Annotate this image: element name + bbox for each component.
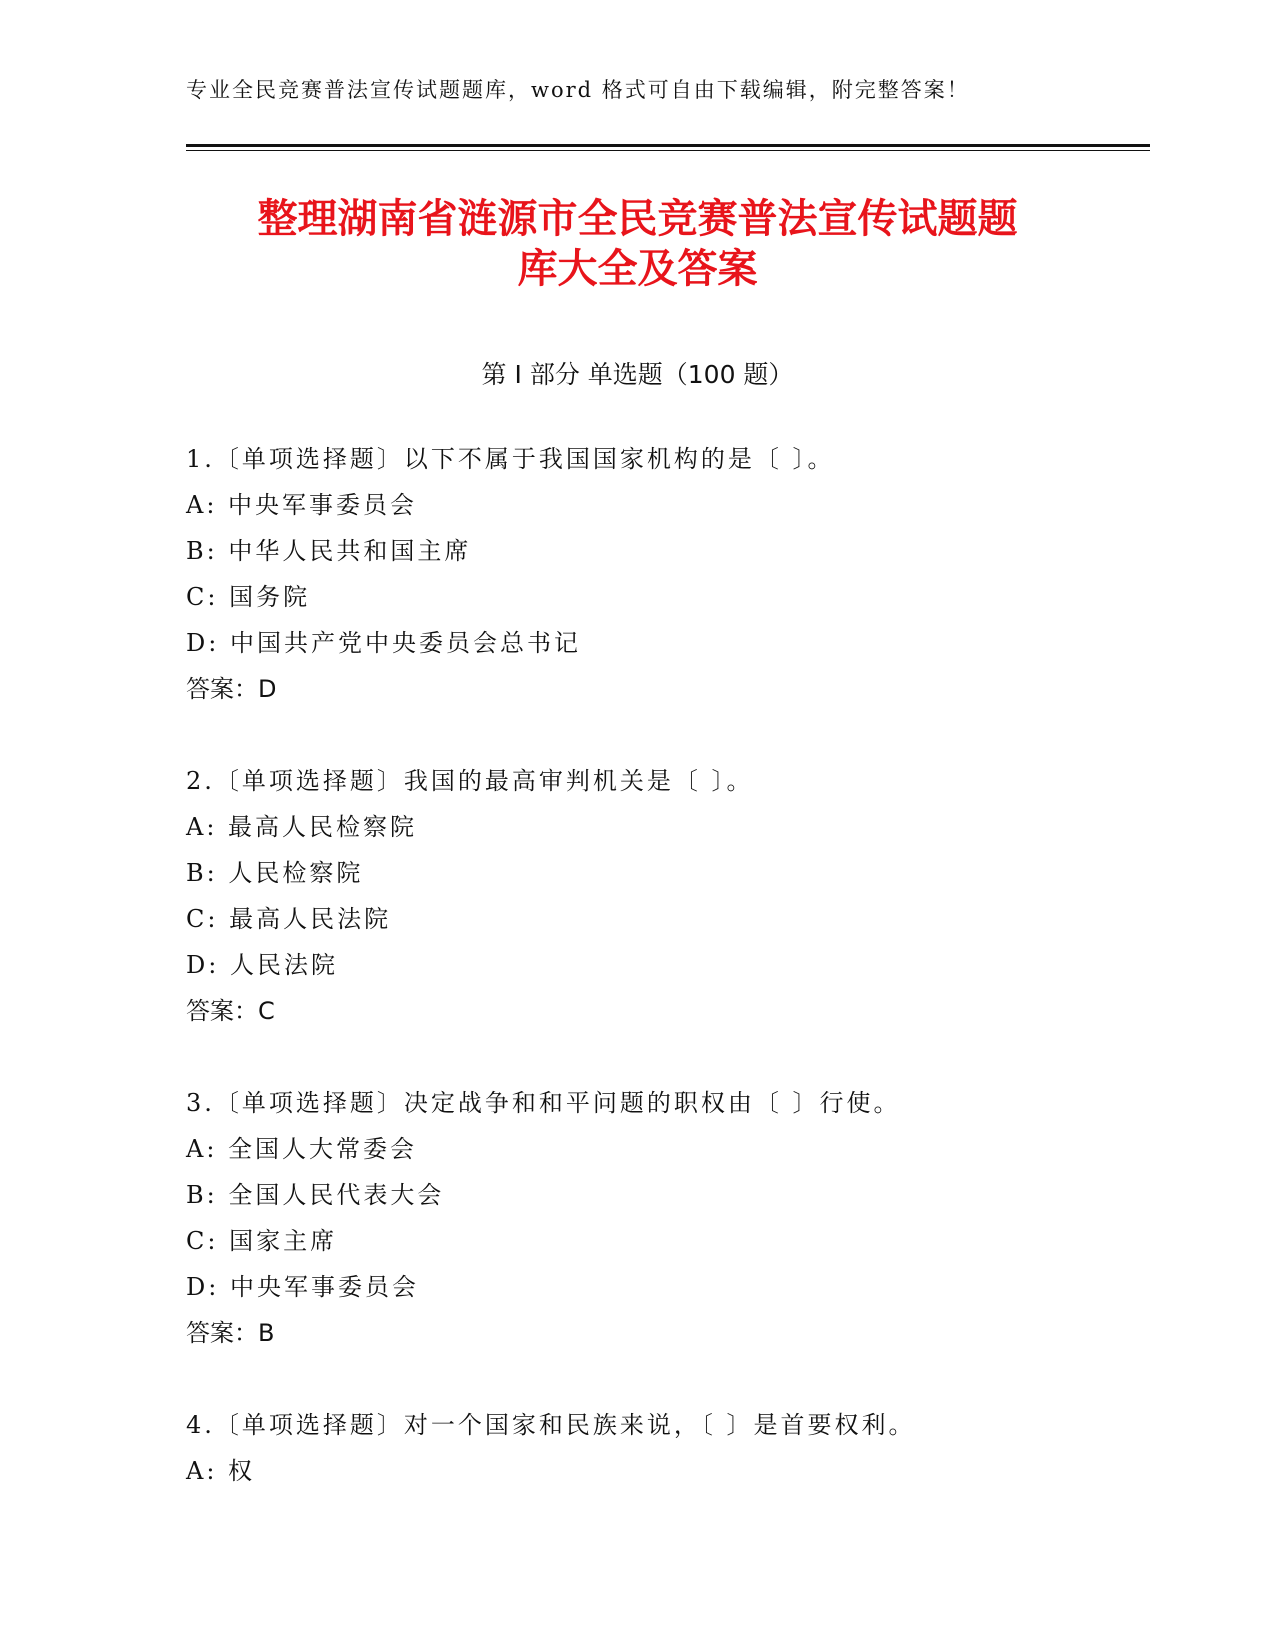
answer-text: 答案：C (186, 997, 275, 1025)
question-item (186, 1080, 1146, 1356)
header-rule-thin (186, 150, 1150, 151)
option-a: A: 最高人民检察院 (186, 813, 418, 841)
option-c: C: 最高人民法院 (186, 905, 392, 933)
header-note: 专业全民竞赛普法宣传试题题库，word 格式可自由下载编辑，附完整答案！ (186, 78, 970, 102)
question-item (186, 1402, 1146, 1494)
question-list (186, 436, 1146, 1540)
question-item (186, 436, 1146, 712)
title-line-1: 整理湖南省涟源市全民竞赛普法宣传试题题 (257, 196, 1018, 242)
answer-text: 答案：B (186, 1319, 275, 1347)
question-stem: 2.〔单项选择题〕我国的最高审判机关是〔 〕。 (186, 767, 754, 795)
question-stem: 1.〔单项选择题〕以下不属于我国国家机构的是〔 〕。 (186, 445, 835, 473)
option-a: A: 中央军事委员会 (186, 491, 418, 519)
option-c: C: 国务院 (186, 583, 311, 611)
question-item (186, 758, 1146, 1034)
section-title: 第 I 部分 单选题（100 题） (481, 360, 794, 389)
option-b: B: 全国人民代表大会 (186, 1181, 445, 1209)
option-b: B: 人民检察院 (186, 859, 364, 887)
option-c: C: 国家主席 (186, 1227, 338, 1255)
header-rule-thick (186, 144, 1150, 147)
answer-text: 答案：D (186, 675, 277, 703)
question-stem: 4.〔单项选择题〕对一个国家和民族来说，〔 〕是首要权利。 (186, 1411, 916, 1439)
option-d: D: 中国共产党中央委员会总书记 (186, 629, 581, 657)
option-a: A: 全国人大常委会 (186, 1135, 418, 1163)
option-d: D: 人民法院 (186, 951, 338, 979)
option-b: B: 中华人民共和国主席 (186, 537, 472, 565)
question-stem: 3.〔单项选择题〕决定战争和和平问题的职权由〔 〕行使。 (186, 1089, 901, 1117)
document-title (150, 194, 1125, 294)
option-d: D: 中央军事委员会 (186, 1273, 419, 1301)
option-a: A: 权 (186, 1457, 256, 1485)
title-line-2: 库大全及答案 (517, 246, 758, 292)
